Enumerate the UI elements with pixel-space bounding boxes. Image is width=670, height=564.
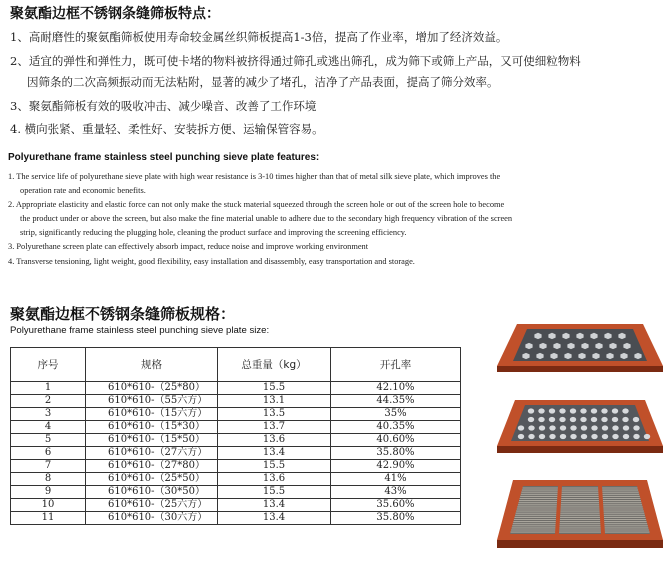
spec-title-en: Polyurethane frame stainless steel punching sieve plate size: (10, 325, 270, 336)
table-row (11, 473, 461, 486)
row-open-rate: 35.80% (331, 512, 461, 525)
row-index: 9 (11, 486, 86, 499)
row-weight: 15.5 (218, 460, 331, 473)
feature-en-line-5: strip, significantly reducing the plugging hole, cleaning the product surface and improving the screening efficiency. (20, 228, 407, 237)
row-weight: 15.5 (218, 486, 331, 499)
row-open-rate: 44.35% (331, 395, 461, 408)
header-spec: 规格 (86, 348, 218, 382)
feature-cn-1: 1、高耐磨性的聚氨酯筛板使用寿命较金属丝织筛板提高1-3倍，提高了作业率，增加了经济效益。 (10, 30, 508, 44)
row-weight: 13.6 (218, 473, 331, 486)
slotted-plate-image (495, 478, 665, 550)
row-index: 10 (11, 499, 86, 512)
spec-table (10, 347, 461, 525)
row-index: 8 (11, 473, 86, 486)
feature-cn-2-cont: 因筛条的二次高频振动而无法粘附，显著的减少了堵孔，洁净了产品表面，提高了筛分效率。 (27, 75, 499, 89)
features-title-cn: 聚氨酯边框不锈钢条缝筛板特点： (10, 6, 220, 22)
header-open-rate: 开孔率 (331, 348, 461, 382)
header-index: 序号 (11, 348, 86, 382)
table-row (11, 434, 461, 447)
feature-en-line-1: 1. The service life of polyurethane sieve plate with high wear resistance is 3-10 times higher than that of metal silk sieve plate, which improves the (8, 172, 501, 181)
row-open-rate: 35.80% (331, 447, 461, 460)
feature-cn-2: 2、适宜的弹性和弹性力，既可使卡堵的物料被挤得通过筛孔或逃出筛孔，成为筛下或筛上产品，又可使细粒物料 (10, 54, 581, 68)
row-spec: 610*610-（15六方） (86, 408, 218, 421)
round-hole-plate-image (495, 398, 665, 456)
features-title-en: Polyurethane frame stainless steel punching sieve plate features: (8, 152, 320, 163)
row-spec: 610*610-（25*50） (86, 473, 218, 486)
table-row (11, 460, 461, 473)
row-open-rate: 40.35% (331, 421, 461, 434)
table-row (11, 421, 461, 434)
table-row (11, 499, 461, 512)
row-spec: 610*610-（25六方） (86, 499, 218, 512)
row-open-rate: 42.90% (331, 460, 461, 473)
row-open-rate: 42.10% (331, 382, 461, 395)
row-index: 2 (11, 395, 86, 408)
feature-cn-3: 3、聚氨酯筛板有效的吸收冲击、减少噪音、改善了工作环境 (10, 99, 317, 113)
row-weight: 13.4 (218, 499, 331, 512)
feature-cn-4: 4. 横向张紧、重量轻、柔性好、安装拆方便、运输保管容易。 (10, 122, 324, 136)
row-spec: 610*610-（30六方） (86, 512, 218, 525)
header-weight: 总重量（kg） (218, 348, 331, 382)
row-open-rate: 41% (331, 473, 461, 486)
table-row (11, 447, 461, 460)
row-spec: 610*610-（30*50） (86, 486, 218, 499)
row-index: 11 (11, 512, 86, 525)
feature-en-line-3: 2. Appropriate elasticity and elastic force can not only make the stuck material squeezed through the screen hole or out of the screen hole to become (8, 200, 505, 209)
row-index: 4 (11, 421, 86, 434)
feature-en-line-2: operation rate and economic benefits. (20, 186, 146, 195)
feature-en-line-6: 3. Polyurethane screen plate can effectively absorb impact, reduce noise and improve working environment (8, 242, 369, 251)
table-row (11, 486, 461, 499)
feature-en-line-4: the product under or above the screen, but also make the fine material unable to adhere due to the secondary high frequency vibration of the screen (20, 214, 513, 223)
row-open-rate: 35.60% (331, 499, 461, 512)
feature-en-line-7: 4. Transverse tensioning, light weight, good flexibility, easy installation and disassembly, easy transportation and storage. (8, 257, 415, 266)
row-index: 6 (11, 447, 86, 460)
row-weight: 13.4 (218, 512, 331, 525)
spec-table-header (11, 348, 461, 382)
row-weight: 15.5 (218, 382, 331, 395)
row-spec: 610*610-（55六方） (86, 395, 218, 408)
row-spec: 610*610-（27*80） (86, 460, 218, 473)
row-index: 7 (11, 460, 86, 473)
row-weight: 13.7 (218, 421, 331, 434)
row-weight: 13.5 (218, 408, 331, 421)
hexagon-hole-plate-image (495, 322, 665, 374)
row-spec: 610*610-（15*30） (86, 421, 218, 434)
row-open-rate: 35% (331, 408, 461, 421)
row-index: 5 (11, 434, 86, 447)
row-weight: 13.4 (218, 447, 331, 460)
row-weight: 13.1 (218, 395, 331, 408)
table-row (11, 395, 461, 408)
row-spec: 610*610-（27六方） (86, 447, 218, 460)
row-weight: 13.6 (218, 434, 331, 447)
table-row (11, 382, 461, 395)
row-spec: 610*610-（25*80） (86, 382, 218, 395)
row-spec: 610*610-（15*50） (86, 434, 218, 447)
row-open-rate: 40.60% (331, 434, 461, 447)
row-index: 3 (11, 408, 86, 421)
table-row (11, 408, 461, 421)
table-row (11, 512, 461, 525)
row-index: 1 (11, 382, 86, 395)
spec-title-cn: 聚氨酯边框不锈钢条缝筛板规格： (10, 305, 236, 323)
row-open-rate: 43% (331, 486, 461, 499)
